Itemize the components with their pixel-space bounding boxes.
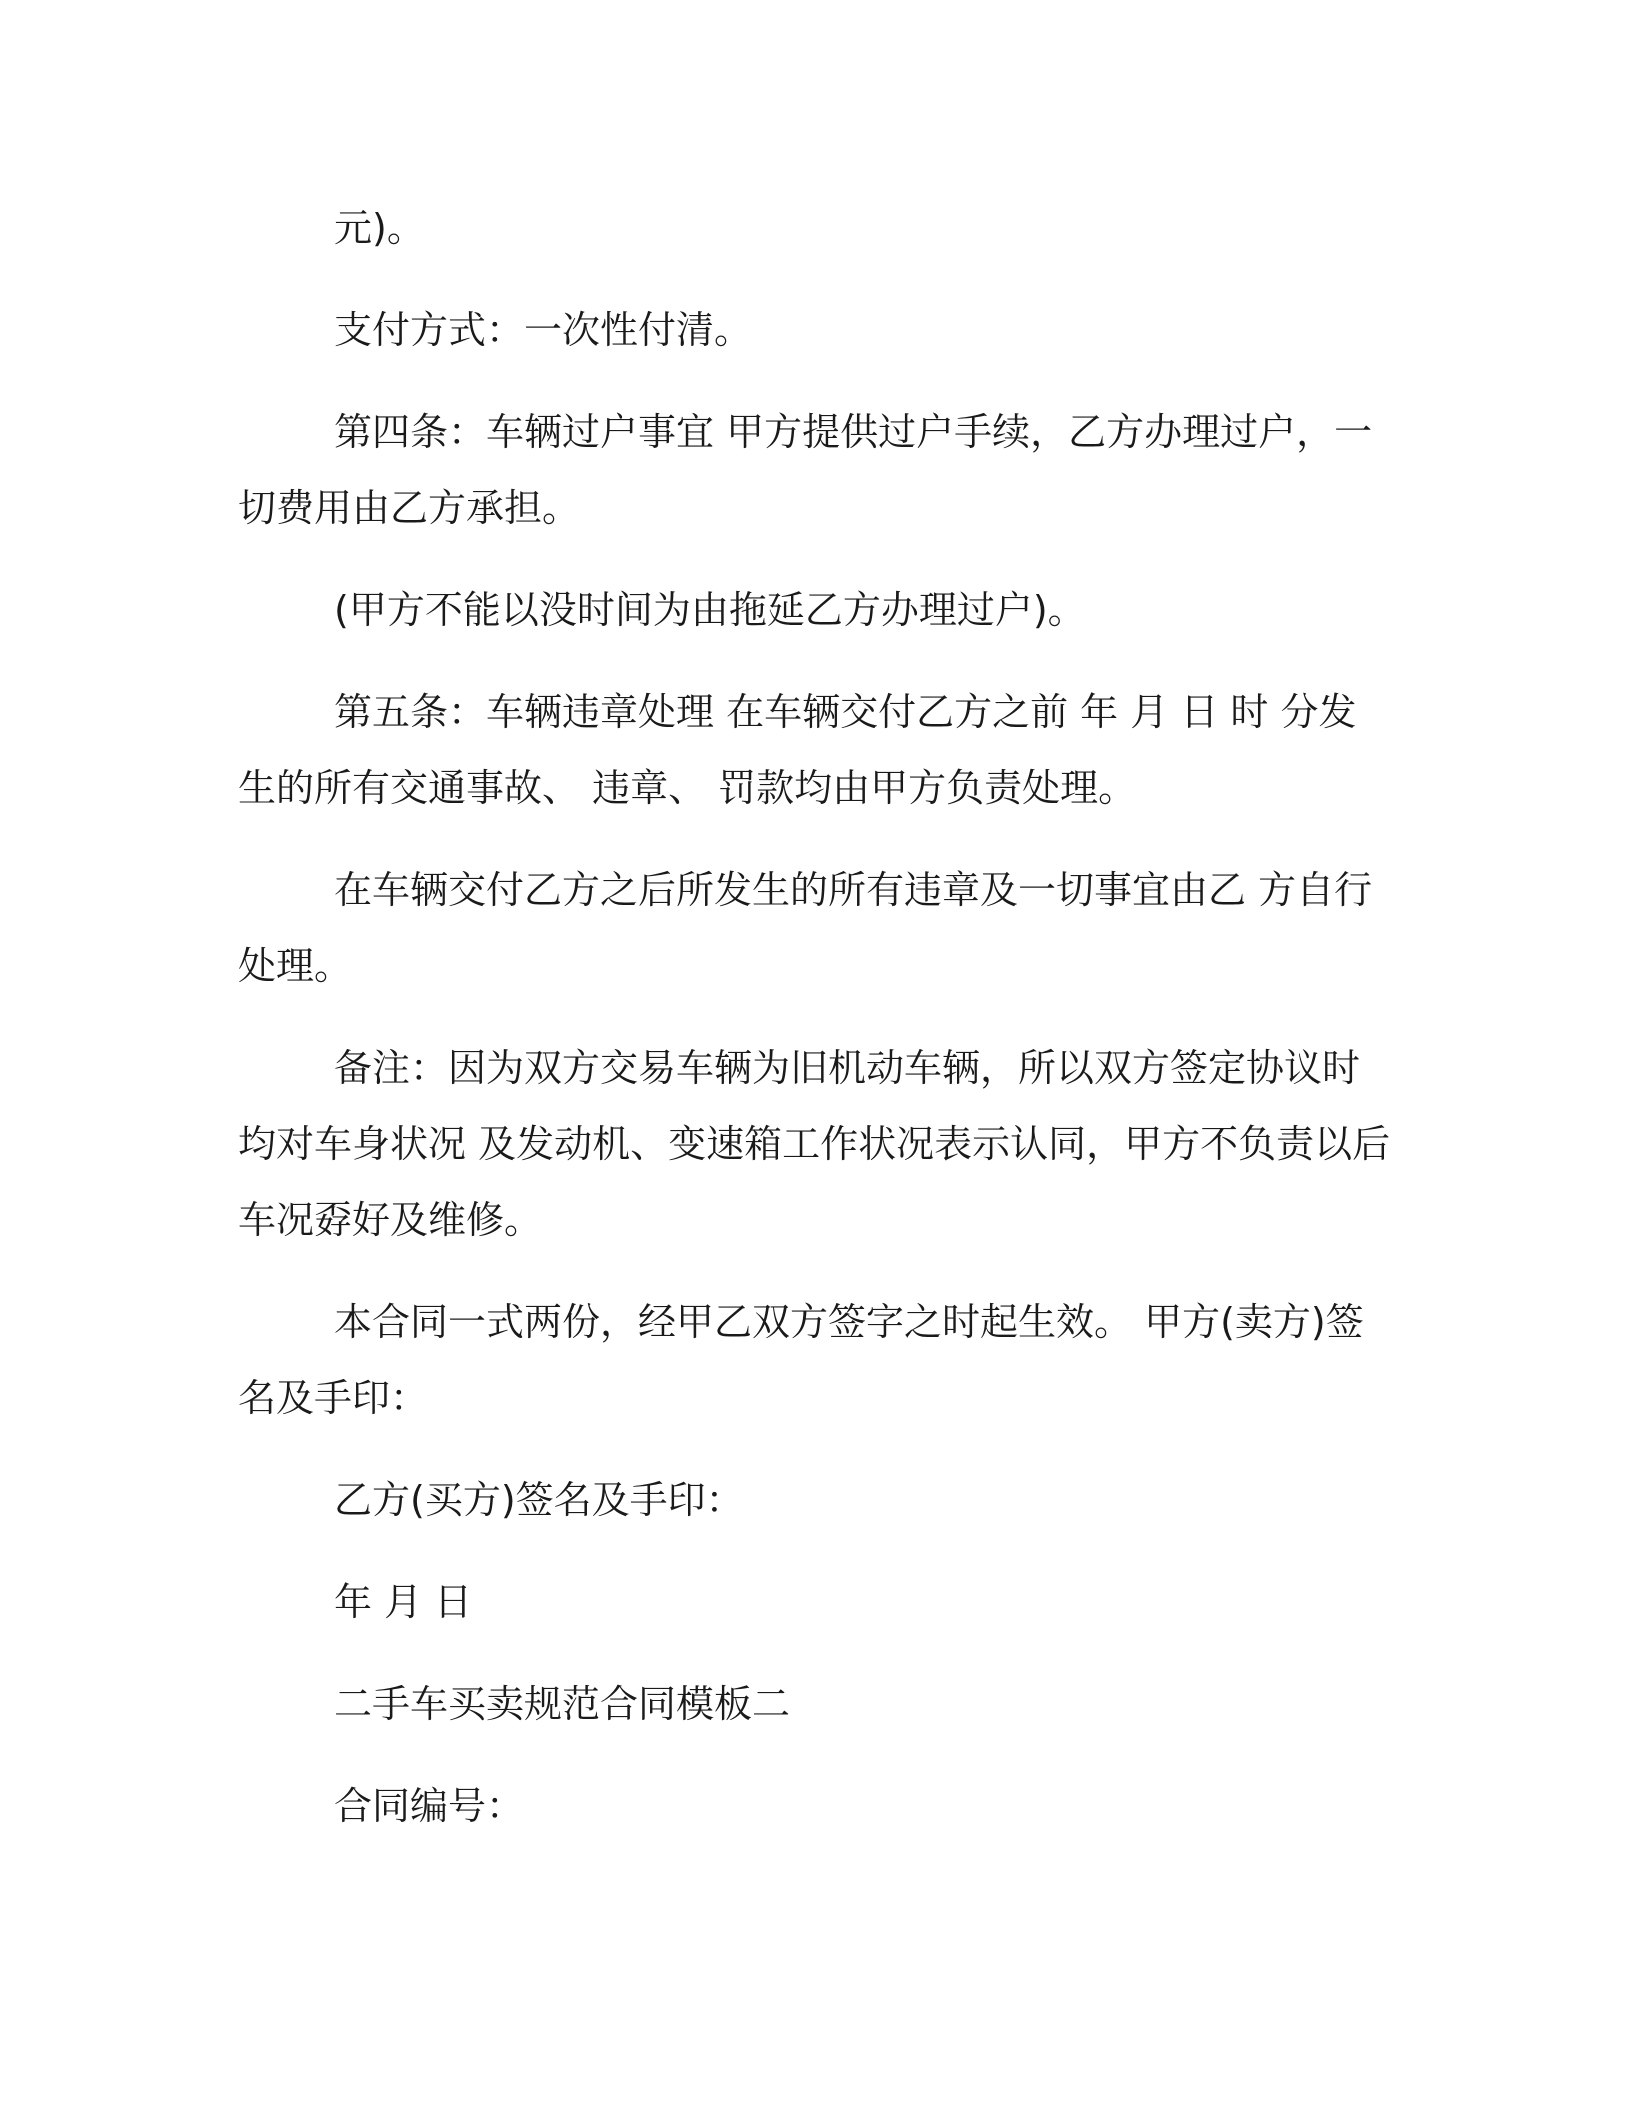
paragraph-buyer-signature: 乙方(买方)签名及手印： [334, 1478, 744, 1522]
paragraph-copies-and-seller-signature: 本合同一式两份，经甲乙双方签字之时起生效。 甲方(卖方)签名及手印： [238, 1300, 1364, 1420]
paragraph-payment-method: 支付方式：一次性付清。 [334, 308, 753, 352]
paragraph-after-delivery: 在车辆交付乙方之后所发生的所有违章及一切事宜由乙 方自行处理。 [238, 868, 1373, 988]
paragraph-template-two-title: 二手车买卖规范合同模板二 [334, 1682, 791, 1726]
paragraph-contract-number: 合同编号： [334, 1784, 525, 1828]
paragraph-article-5-violations: 第五条：车辆违章处理 在车辆交付乙方之前 年 月 日 时 分发生的所有交通事故、 违章、 罚款均由甲方负责处理。 [238, 690, 1357, 810]
paragraph-price-unit: 元)。 [334, 206, 425, 250]
paragraph-transfer-note: (甲方不能以没时间为由拖延乙方办理过户)。 [334, 588, 1086, 632]
paragraph-date: 年 月 日 [334, 1580, 473, 1624]
paragraph-remarks: 备注：因为双方交易车辆为旧机动车辆，所以双方签定协议时均对车身状况 及发动机、变速箱工作状况表示认同，甲方不负责以后车况孬好及维修。 [238, 1046, 1391, 1242]
paragraph-article-4-transfer: 第四条：车辆过户事宜 甲方提供过户手续，乙方办理过户，一切费用由乙方承担。 [238, 410, 1373, 530]
